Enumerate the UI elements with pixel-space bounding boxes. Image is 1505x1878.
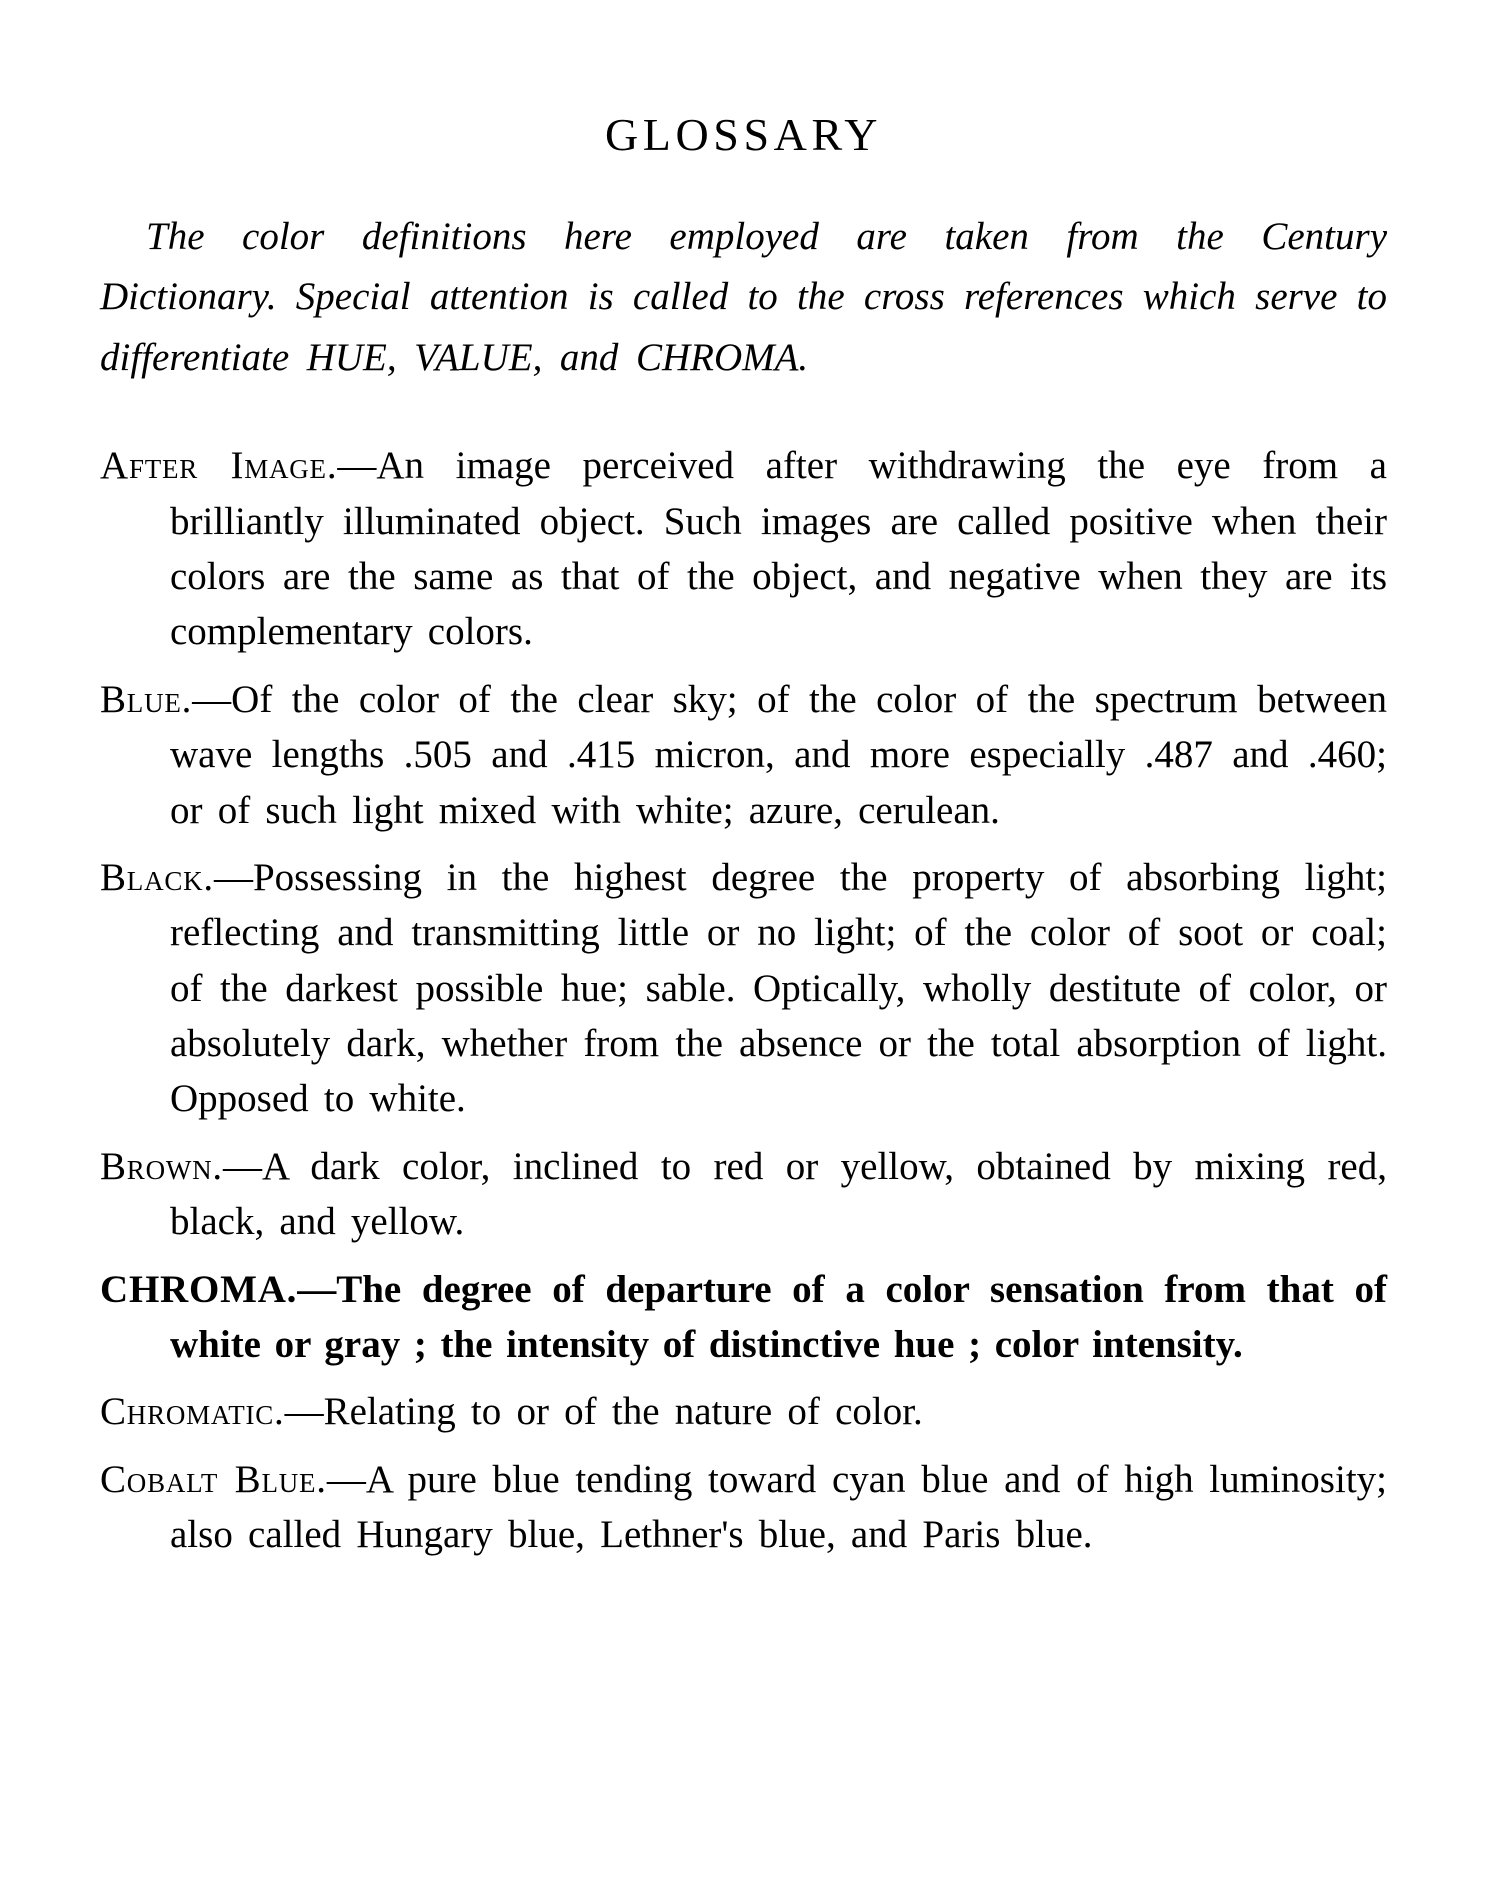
glossary-entry xyxy=(100,1139,1387,1250)
entry-term: Brown. xyxy=(100,1144,223,1188)
entry-definition: —The degree of departure of a color sensation from that of white or gray ; the intensity of distinctive hue ; color intensity. xyxy=(170,1267,1387,1366)
entry-term: CHROMA. xyxy=(100,1267,298,1311)
entry-term: Blue. xyxy=(100,677,193,721)
entry-definition: —Possessing in the highest degree the property of absorbing light; reflecting and transmitting little or no light; of the color of soot or coal; of the darkest possible hue; sable. Optically, wholly destitute of color, or absolutely dark, whether from the absence or the total absorption of light. Opposed to white. xyxy=(170,855,1387,1121)
entry-definition: —A pure blue tending toward cyan blue and of high luminosity; also called Hungary blue, Lethner's blue, and Paris blue. xyxy=(170,1457,1387,1557)
glossary-entry-chroma xyxy=(100,1262,1387,1373)
entry-definition: —A dark color, inclined to red or yellow, obtained by mixing red, black, and yellow. xyxy=(170,1144,1387,1244)
glossary-entry xyxy=(100,672,1387,838)
intro-paragraph: The color definitions here employed are taken from the Century Dictionary. Special attention is called to the cross references which serve to differentiate HUE, VALUE, and CHROMA. xyxy=(100,215,1387,379)
glossary-entries xyxy=(100,438,1387,1562)
glossary-entry xyxy=(100,438,1387,660)
entry-definition: —Relating to or of the nature of color. xyxy=(284,1390,923,1434)
entry-term: Black. xyxy=(100,855,214,899)
glossary-entry xyxy=(100,1452,1387,1563)
entry-term: Chromatic. xyxy=(100,1390,285,1434)
entry-definition: —Of the color of the clear sky; of the color of the spectrum between wave lengths .505 and .415 micron, and more especially .487 and .460; or of such light mixed with white; azure, cerulean. xyxy=(170,677,1387,832)
entry-term: After Image. xyxy=(100,444,338,488)
entry-term: Cobalt Blue. xyxy=(100,1457,327,1501)
glossary-entry xyxy=(100,1384,1387,1439)
page-title: GLOSSARY xyxy=(604,109,883,160)
glossary-entry xyxy=(100,850,1387,1127)
entry-definition: —An image perceived after withdrawing the eye from a brilliantly illuminated object. Such images are called positive when their colors are the same as that of the object, and negative when they are its complementary colors. xyxy=(170,444,1387,654)
